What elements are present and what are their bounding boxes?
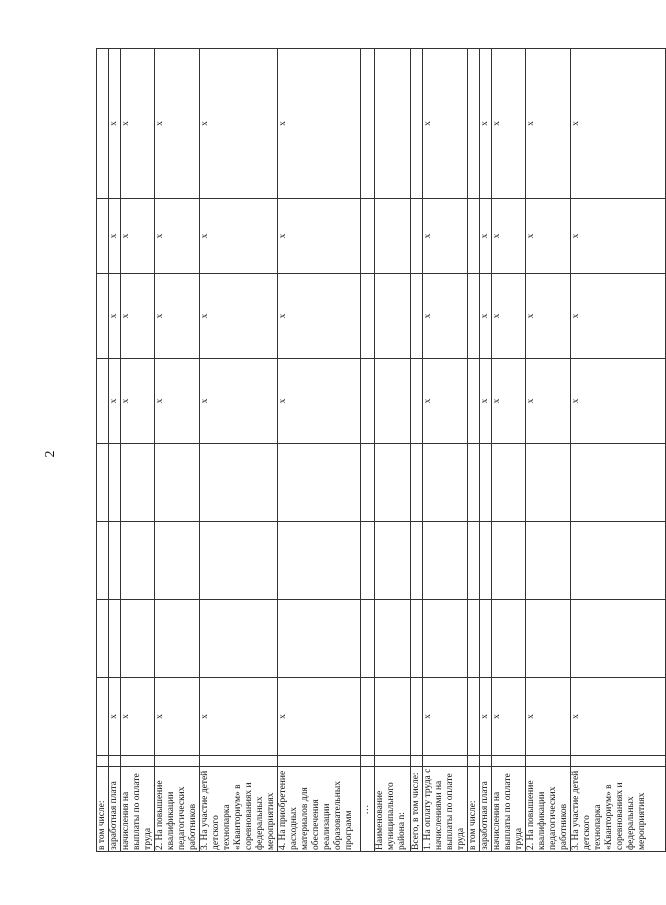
x-mark-cell: x bbox=[121, 274, 155, 359]
empty-cell bbox=[411, 49, 423, 199]
row-label: в том числе: bbox=[97, 767, 109, 852]
empty-cell bbox=[121, 444, 155, 522]
empty-cell bbox=[375, 522, 411, 600]
row-label: ... bbox=[361, 767, 375, 852]
empty-cell bbox=[361, 756, 375, 767]
empty-cell bbox=[375, 199, 411, 274]
table-row bbox=[375, 49, 411, 852]
table-row bbox=[121, 49, 155, 852]
x-mark-cell: x bbox=[200, 49, 278, 199]
empty-cell bbox=[571, 444, 666, 522]
empty-cell bbox=[375, 49, 411, 199]
x-mark-cell: x bbox=[492, 49, 526, 199]
empty-cell bbox=[278, 600, 361, 678]
row-label: в том числе: bbox=[468, 767, 480, 852]
empty-cell bbox=[468, 274, 480, 359]
x-mark-cell: x bbox=[480, 49, 492, 199]
x-mark-cell: x bbox=[492, 199, 526, 274]
page-number: 2 bbox=[43, 450, 58, 458]
empty-cell bbox=[97, 678, 109, 756]
table-row bbox=[411, 49, 423, 852]
empty-cell bbox=[109, 522, 121, 600]
empty-cell bbox=[278, 444, 361, 522]
empty-cell bbox=[411, 359, 423, 444]
empty-cell bbox=[375, 678, 411, 756]
x-mark-cell: x bbox=[526, 678, 571, 756]
empty-cell bbox=[492, 522, 526, 600]
x-mark-cell: x bbox=[109, 359, 121, 444]
empty-cell bbox=[526, 756, 571, 767]
empty-cell bbox=[109, 756, 121, 767]
table-row bbox=[109, 49, 121, 852]
x-mark-cell: x bbox=[492, 359, 526, 444]
empty-cell bbox=[571, 600, 666, 678]
empty-cell bbox=[492, 600, 526, 678]
empty-cell bbox=[361, 444, 375, 522]
empty-cell bbox=[468, 522, 480, 600]
x-mark-cell: x bbox=[480, 274, 492, 359]
empty-cell bbox=[571, 756, 666, 767]
empty-cell bbox=[121, 522, 155, 600]
x-mark-cell: x bbox=[155, 49, 200, 199]
empty-cell bbox=[361, 49, 375, 199]
empty-cell bbox=[97, 522, 109, 600]
x-mark-cell: x bbox=[109, 49, 121, 199]
empty-cell bbox=[278, 756, 361, 767]
x-mark-cell: x bbox=[155, 274, 200, 359]
empty-cell bbox=[411, 678, 423, 756]
empty-cell bbox=[423, 600, 468, 678]
empty-cell bbox=[411, 600, 423, 678]
empty-cell bbox=[97, 49, 109, 199]
empty-cell bbox=[468, 49, 480, 199]
x-mark-cell: x bbox=[200, 274, 278, 359]
empty-cell bbox=[492, 756, 526, 767]
row-label: 2. На повышение квалификации педагогических работников bbox=[526, 767, 571, 852]
empty-cell bbox=[423, 756, 468, 767]
empty-cell bbox=[109, 600, 121, 678]
empty-cell bbox=[468, 359, 480, 444]
empty-cell bbox=[200, 522, 278, 600]
x-mark-cell: x bbox=[423, 678, 468, 756]
empty-cell bbox=[468, 756, 480, 767]
empty-cell bbox=[411, 522, 423, 600]
x-mark-cell: x bbox=[526, 359, 571, 444]
x-mark-cell: x bbox=[278, 199, 361, 274]
empty-cell bbox=[468, 444, 480, 522]
empty-cell bbox=[480, 444, 492, 522]
table-row bbox=[97, 49, 109, 852]
empty-cell bbox=[375, 359, 411, 444]
empty-cell bbox=[375, 600, 411, 678]
empty-cell bbox=[480, 522, 492, 600]
empty-cell bbox=[361, 199, 375, 274]
x-mark-cell: x bbox=[526, 199, 571, 274]
empty-cell bbox=[155, 522, 200, 600]
empty-cell bbox=[375, 444, 411, 522]
empty-cell bbox=[361, 600, 375, 678]
empty-cell bbox=[411, 444, 423, 522]
x-mark-cell: x bbox=[526, 274, 571, 359]
empty-cell bbox=[200, 444, 278, 522]
x-mark-cell: x bbox=[571, 49, 666, 199]
x-mark-cell: x bbox=[278, 49, 361, 199]
table-row bbox=[492, 49, 526, 852]
empty-cell bbox=[375, 274, 411, 359]
x-mark-cell: x bbox=[121, 678, 155, 756]
empty-cell bbox=[155, 600, 200, 678]
empty-cell bbox=[97, 199, 109, 274]
table-row bbox=[200, 49, 278, 852]
x-mark-cell: x bbox=[423, 359, 468, 444]
empty-cell bbox=[526, 444, 571, 522]
x-mark-cell: x bbox=[571, 274, 666, 359]
empty-cell bbox=[571, 522, 666, 600]
x-mark-cell: x bbox=[109, 678, 121, 756]
x-mark-cell: x bbox=[480, 678, 492, 756]
row-label: 3. На участие детей детского технопарка «Кванториум» в соревнованиях и федеральных мероприятиях bbox=[571, 767, 666, 852]
row-label: 3. На участие детей детского технопарка «Кванториум» в соревнованиях и федеральных мероприятиях bbox=[200, 767, 278, 852]
x-mark-cell: x bbox=[492, 678, 526, 756]
empty-cell bbox=[200, 600, 278, 678]
row-label: Наименование муниципального района n: bbox=[375, 767, 411, 852]
table-row bbox=[480, 49, 492, 852]
empty-cell bbox=[109, 444, 121, 522]
x-mark-cell: x bbox=[278, 678, 361, 756]
x-mark-cell: x bbox=[571, 678, 666, 756]
empty-cell bbox=[480, 756, 492, 767]
empty-cell bbox=[423, 444, 468, 522]
x-mark-cell: x bbox=[480, 359, 492, 444]
empty-cell bbox=[361, 359, 375, 444]
x-mark-cell: x bbox=[492, 274, 526, 359]
x-mark-cell: x bbox=[571, 199, 666, 274]
row-label: заработная плата bbox=[109, 767, 121, 852]
empty-cell bbox=[121, 756, 155, 767]
x-mark-cell: x bbox=[423, 199, 468, 274]
x-mark-cell: x bbox=[200, 359, 278, 444]
x-mark-cell: x bbox=[423, 274, 468, 359]
x-mark-cell: x bbox=[155, 678, 200, 756]
x-mark-cell: x bbox=[155, 199, 200, 274]
empty-cell bbox=[121, 600, 155, 678]
table-row bbox=[361, 49, 375, 852]
empty-cell bbox=[361, 522, 375, 600]
x-mark-cell: x bbox=[109, 199, 121, 274]
empty-cell bbox=[375, 756, 411, 767]
row-label: Всего, в том числе: bbox=[411, 767, 423, 852]
empty-cell bbox=[468, 678, 480, 756]
empty-cell bbox=[361, 678, 375, 756]
empty-cell bbox=[468, 199, 480, 274]
row-label: 1. На оплату труда с начислениями на выплаты по оплате труда bbox=[423, 767, 468, 852]
empty-cell bbox=[155, 444, 200, 522]
table-row bbox=[526, 49, 571, 852]
table-row bbox=[155, 49, 200, 852]
empty-cell bbox=[492, 444, 526, 522]
empty-cell bbox=[480, 600, 492, 678]
x-mark-cell: x bbox=[109, 274, 121, 359]
empty-cell bbox=[526, 600, 571, 678]
x-mark-cell: x bbox=[278, 359, 361, 444]
x-mark-cell: x bbox=[200, 678, 278, 756]
empty-cell bbox=[526, 522, 571, 600]
x-mark-cell: x bbox=[121, 49, 155, 199]
empty-cell bbox=[97, 600, 109, 678]
rotated-table-container bbox=[96, 49, 647, 852]
empty-cell bbox=[97, 756, 109, 767]
empty-cell bbox=[468, 600, 480, 678]
empty-cell bbox=[361, 274, 375, 359]
row-label: начисления на выплаты по оплате труда bbox=[121, 767, 155, 852]
x-mark-cell: x bbox=[200, 199, 278, 274]
empty-cell bbox=[97, 444, 109, 522]
table-row bbox=[278, 49, 361, 852]
table-row bbox=[571, 49, 666, 852]
row-label: заработная плата bbox=[480, 767, 492, 852]
x-mark-cell: x bbox=[526, 49, 571, 199]
empty-cell bbox=[200, 756, 278, 767]
empty-cell bbox=[411, 199, 423, 274]
x-mark-cell: x bbox=[121, 199, 155, 274]
empty-cell bbox=[155, 756, 200, 767]
table-row bbox=[468, 49, 480, 852]
empty-cell bbox=[411, 274, 423, 359]
empty-cell bbox=[411, 756, 423, 767]
row-label: 2. На повышение квалификации педагогических работников bbox=[155, 767, 200, 852]
x-mark-cell: x bbox=[480, 199, 492, 274]
table-row bbox=[423, 49, 468, 852]
empty-cell bbox=[97, 274, 109, 359]
empty-cell bbox=[278, 522, 361, 600]
empty-cell bbox=[97, 359, 109, 444]
x-mark-cell: x bbox=[121, 359, 155, 444]
row-label: 4. На приобретение расходных материалов для обеспечения реализации образовательных программ bbox=[278, 767, 361, 852]
x-mark-cell: x bbox=[278, 274, 361, 359]
empty-cell bbox=[423, 522, 468, 600]
row-label: начисления на выплаты по оплате труда bbox=[492, 767, 526, 852]
x-mark-cell: x bbox=[423, 49, 468, 199]
x-mark-cell: x bbox=[571, 359, 666, 444]
budget-table bbox=[96, 48, 666, 852]
x-mark-cell: x bbox=[155, 359, 200, 444]
